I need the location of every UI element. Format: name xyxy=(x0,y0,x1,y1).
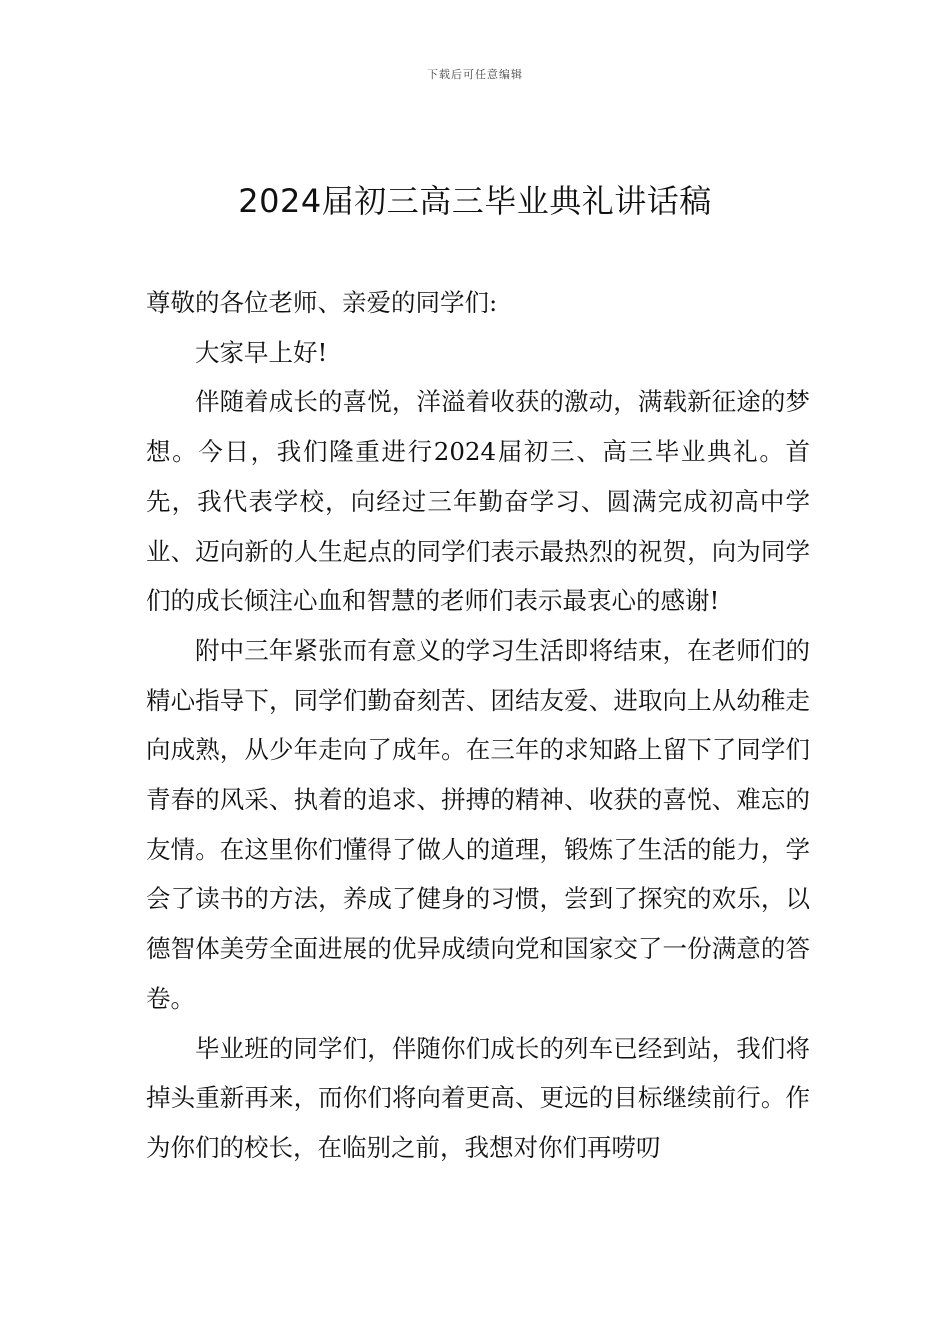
document-body xyxy=(146,278,810,1173)
paragraph-greeting: 大家早上好! xyxy=(195,337,328,367)
paragraph-opening: 伴随着成长的喜悦，洋溢着收获的激动，满载新征途的梦想。今日，我们隆重进行2024届初三、高三毕业典礼。首先，我代表学校，向经过三年勤奋学习、圆满完成初高中学业、迈向新的人生起点的同学们表示最热烈的祝贺，向为同学们的成长倾注心血和智慧的老师们表示最衷心的感谢! xyxy=(146,387,810,616)
header-note: 下载后可任意编辑 xyxy=(427,68,523,81)
paragraph-school-life: 附中三年紧张而有意义的学习生活即将结束，在老师们的精心指导下，同学们勤奋刻苦、团结友爱、进取向上从幼稚走向成熟，从少年走向了成年。在三年的求知路上留下了同学们青春的风采、执着的追求、拼搏的精神、收获的喜悦、难忘的友情。在这里你们懂得了做人的道理，锻炼了生活的能力，学会了读书的方法，养成了健身的习惯，尝到了探究的欢乐，以德智体美劳全面进展的优异成绩向党和国家交了一份满意的答卷。 xyxy=(146,635,810,1013)
paragraph-farewell: 毕业班的同学们，伴随你们成长的列车已经到站，我们将掉头重新再来，而你们将向着更高、更远的目标继续前行。作为你们的校长，在临别之前，我想对你们再唠叨 xyxy=(146,1033,810,1162)
salutation: 尊敬的各位老师、亲爱的同学们: xyxy=(146,288,498,317)
document-title: 2024届初三高三毕业典礼讲话稿 xyxy=(238,182,712,220)
